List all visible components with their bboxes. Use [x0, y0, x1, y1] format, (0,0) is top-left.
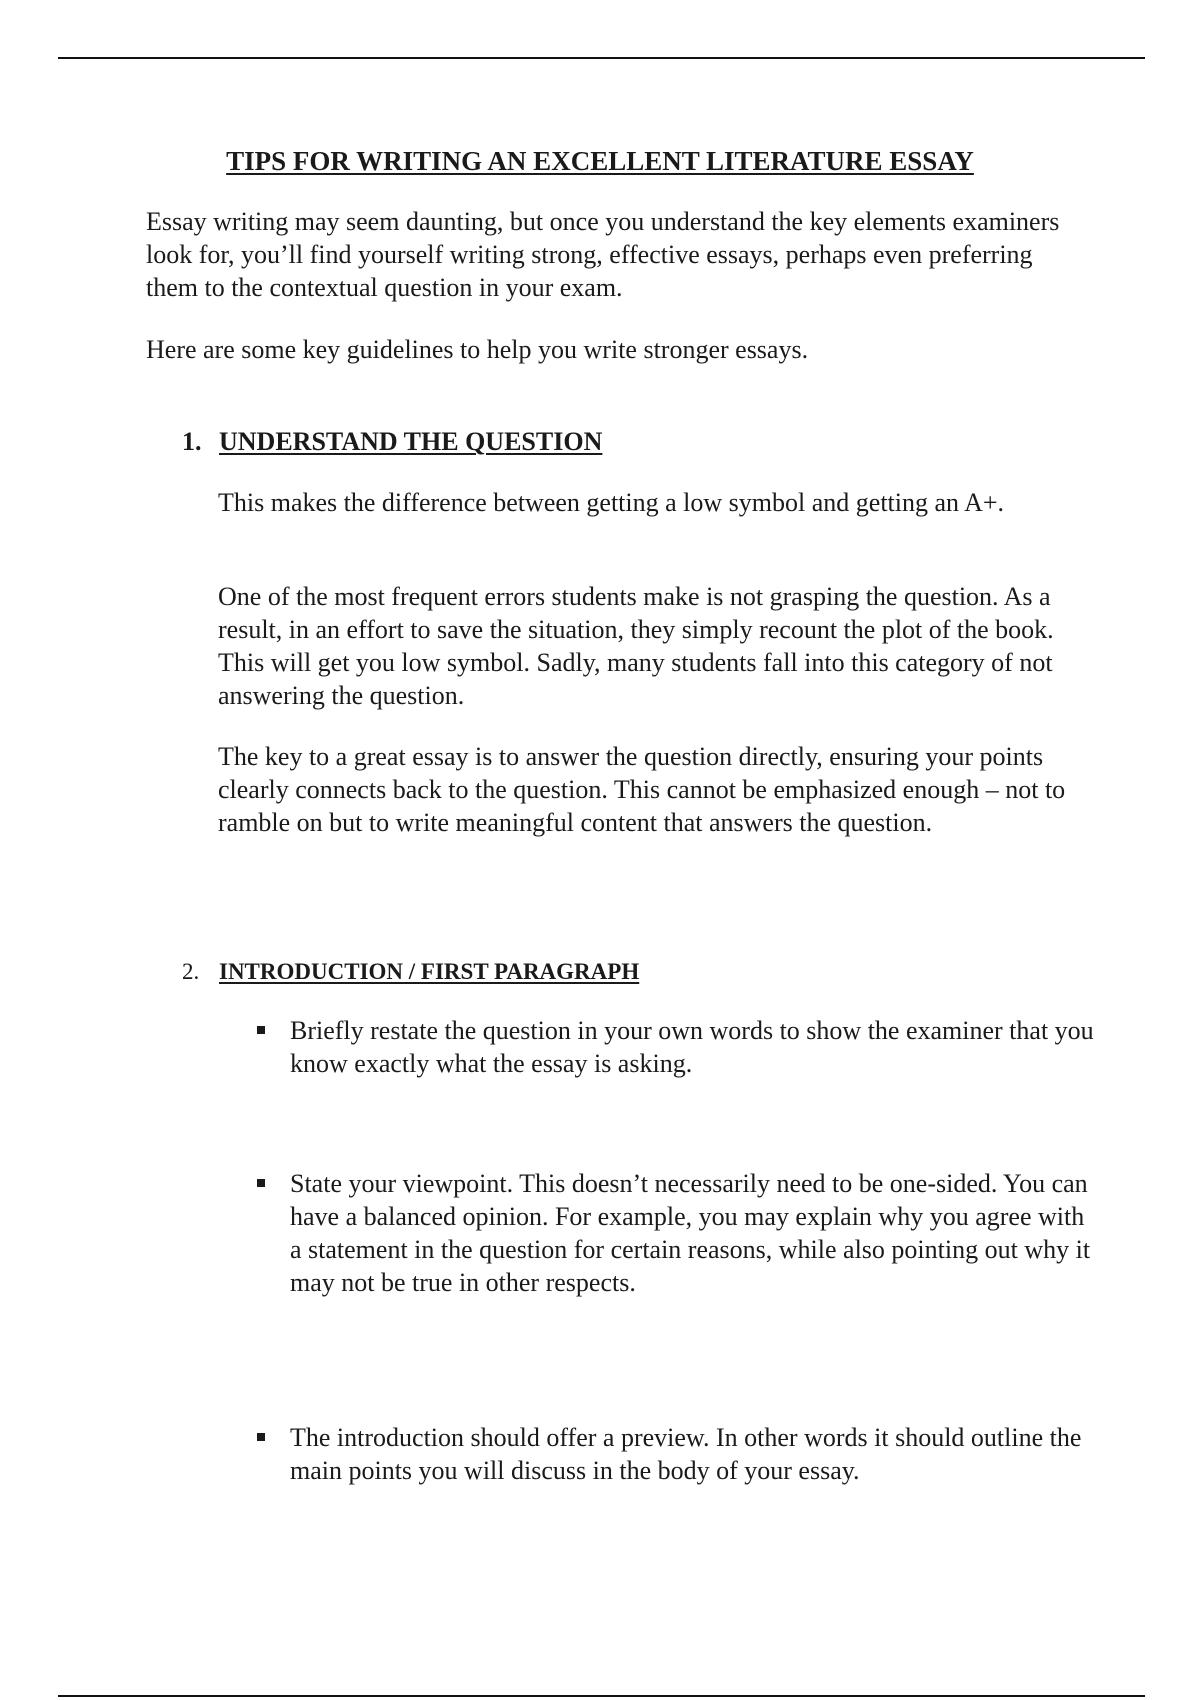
bullet-item [254, 1421, 1094, 1487]
bullet-text: Briefly restate the question in your own words to show the examiner that you know exactly what the essay is asking. [290, 1016, 1094, 1078]
intro-paragraph: Essay writing may seem daunting, but once you understand the key elements examiners look for, you’ll find yourself writing strong, effective essays, perhaps even preferring them to the contextual question in your exam. [146, 207, 1060, 302]
square-bullet-icon [254, 1167, 290, 1299]
bottom-rule [58, 1695, 1145, 1697]
bullet-text: The introduction should offer a preview. In other words it should outline the main points you will discuss in the body of your essay. [290, 1423, 1082, 1485]
section-paragraph: This makes the difference between getting a low symbol and getting an A+. [218, 488, 1005, 517]
section-heading [182, 425, 602, 459]
top-rule [58, 57, 1145, 59]
section-number: 1. [182, 427, 202, 456]
section-heading [182, 956, 639, 988]
bullet-item [254, 1014, 1094, 1080]
square-bullet-icon [254, 1014, 290, 1080]
bullet-text: State your viewpoint. This doesn’t necessarily need to be one-sided. You can have a balanced opinion. For example, you may explain why you agree with a statement in the question for certain reasons, while also pointing out why it may not be true in other respects. [290, 1169, 1091, 1297]
section-title: INTRODUCTION / FIRST PARAGRAPH [219, 959, 640, 984]
section-title: UNDERSTAND THE QUESTION [219, 427, 603, 456]
bullet-item [254, 1167, 1094, 1299]
section-number: 2. [182, 959, 200, 984]
section-paragraph: One of the most frequent errors students make is not grasping the question. As a result, in an effort to save the situation, they simply recount the plot of the book. This will get you low symbol. Sadly, many students fall into this category of not answering the question. [218, 582, 1054, 710]
intro-paragraph: Here are some key guidelines to help you write stronger essays. [146, 335, 809, 364]
page-title: TIPS FOR WRITING AN EXCELLENT LITERATURE ESSAY [226, 146, 974, 176]
square-bullet-icon [254, 1421, 290, 1487]
section-paragraph: The key to a great essay is to answer the question directly, ensuring your points clearly connects back to the question. This cannot be emphasized enough – not to ramble on but to write meaningful content that answers the question. [218, 742, 1066, 837]
